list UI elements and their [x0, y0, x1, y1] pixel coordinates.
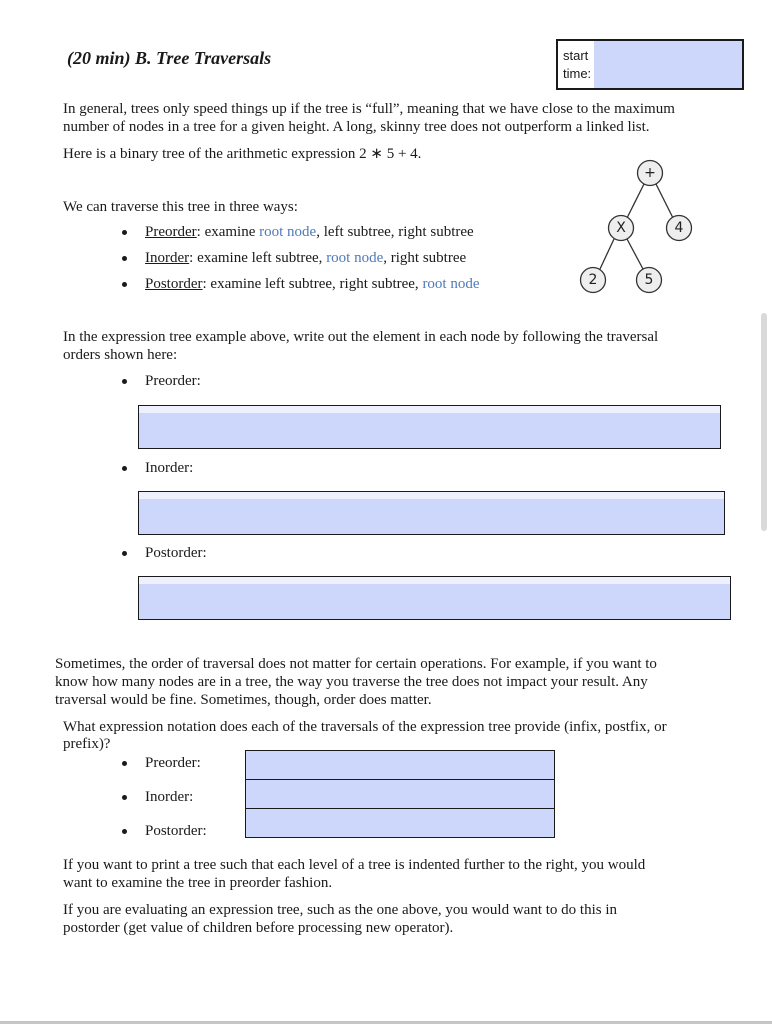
- svg-text:4: 4: [674, 220, 684, 236]
- exercise1-label-inorder: Inorder:: [145, 460, 194, 476]
- tree-node-five: [637, 268, 662, 293]
- tree-node-multiply: [609, 216, 634, 241]
- exercise2-postorder-field[interactable]: [245, 808, 555, 838]
- def-text: , left subtree, right subtree: [316, 224, 474, 240]
- svg-text:X: X: [616, 220, 626, 236]
- exercise2-prompt-line1: What expression notation does each of the traversals of the expression tree provide (infix, postfix, or: [63, 719, 667, 735]
- exercise1-prompt-line1: In the expression tree example above, write out the element in each node by following the traversal: [63, 329, 659, 345]
- exercise1-preorder-field[interactable]: [138, 405, 721, 449]
- tree-edge: [656, 184, 673, 218]
- intro-para1-line2: number of nodes in a tree for a given height. A long, skinny tree does not outperform a linked list.: [63, 119, 650, 135]
- traversals-intro: We can traverse this tree in three ways:: [63, 199, 298, 215]
- start-time-label-line2: time:: [563, 66, 592, 81]
- svg-text:5: 5: [644, 272, 654, 288]
- exercise2-label-inorder: Inorder:: [145, 789, 194, 805]
- exercise2-inorder-field[interactable]: [245, 779, 555, 809]
- exercise2-label-postorder: Postorder:: [145, 823, 207, 839]
- term-preorder: Preorder: [145, 224, 197, 240]
- closing-para2-line2: postorder (get value of children before processing new operator).: [63, 920, 454, 936]
- bullet-icon: [122, 761, 127, 766]
- tree-node-plus: [638, 161, 663, 186]
- root-node-highlight: root node: [326, 250, 384, 266]
- def-text: : examine left subtree,: [189, 250, 327, 266]
- middle-line2: know how many nodes are in a tree, the way you traverse the tree does not impact your result. Any: [55, 674, 648, 690]
- middle-line3: traversal would be fine. Sometimes, though, order does matter.: [55, 692, 432, 708]
- term-postorder: Postorder: [145, 276, 203, 292]
- expression-tree-diagram: [0, 0, 772, 320]
- exercise1-label-preorder: Preorder:: [145, 373, 201, 389]
- exercise1-prompt-line2: orders shown here:: [63, 347, 178, 363]
- closing-para1-line2: want to examine the tree in preorder fashion.: [63, 875, 333, 891]
- vertical-scrollbar[interactable]: [761, 313, 767, 531]
- closing-para1-line1: If you want to print a tree such that each level of a tree is indented further to the right, you would: [63, 857, 646, 873]
- svg-text:2: 2: [588, 272, 598, 288]
- bullet-icon: [122, 230, 127, 235]
- tree-node-four: [667, 216, 692, 241]
- tree-edge: [627, 184, 644, 218]
- tree-edge: [600, 239, 614, 269]
- def-text: , right subtree: [383, 250, 467, 266]
- exercise2-label-preorder: Preorder:: [145, 755, 201, 771]
- traversal-def-inorder: [145, 249, 466, 267]
- closing-para2-line1: If you are evaluating an expression tree, such as the one above, you would want to do this in: [63, 902, 618, 918]
- svg-text:+: +: [644, 165, 656, 181]
- bullet-icon: [122, 379, 127, 384]
- exercise2-prompt-line2: prefix)?: [63, 736, 111, 752]
- bullet-icon: [122, 829, 127, 834]
- term-inorder: Inorder: [145, 250, 190, 266]
- bullet-icon: [122, 466, 127, 471]
- intro-para2: Here is a binary tree of the arithmetic expression 2 ∗ 5 + 4.: [63, 146, 422, 162]
- traversal-def-postorder: [145, 275, 480, 293]
- root-node-highlight: root node: [422, 276, 480, 292]
- exercise1-label-postorder: Postorder:: [145, 545, 207, 561]
- bullet-icon: [122, 551, 127, 556]
- def-text: : examine left subtree, right subtree,: [202, 276, 423, 292]
- tree-node-two: [581, 268, 606, 293]
- start-time-label-line1: start: [563, 48, 589, 63]
- exercise2-preorder-field[interactable]: [245, 750, 555, 780]
- bullet-icon: [122, 256, 127, 261]
- page-title: (20 min) B. Tree Traversals: [67, 48, 272, 68]
- bullet-icon: [122, 795, 127, 800]
- def-text: : examine: [196, 224, 260, 240]
- middle-line1: Sometimes, the order of traversal does not matter for certain operations. For example, if you want to: [55, 656, 657, 672]
- intro-para1-line1: In general, trees only speed things up if the tree is “full”, meaning that we have close to the maximum: [63, 101, 675, 117]
- tree-edge: [627, 239, 643, 269]
- bullet-icon: [122, 282, 127, 287]
- traversal-def-preorder: [145, 223, 474, 241]
- root-node-highlight: root node: [259, 224, 317, 240]
- exercise1-inorder-field[interactable]: [138, 491, 725, 535]
- exercise1-postorder-field[interactable]: [138, 576, 731, 620]
